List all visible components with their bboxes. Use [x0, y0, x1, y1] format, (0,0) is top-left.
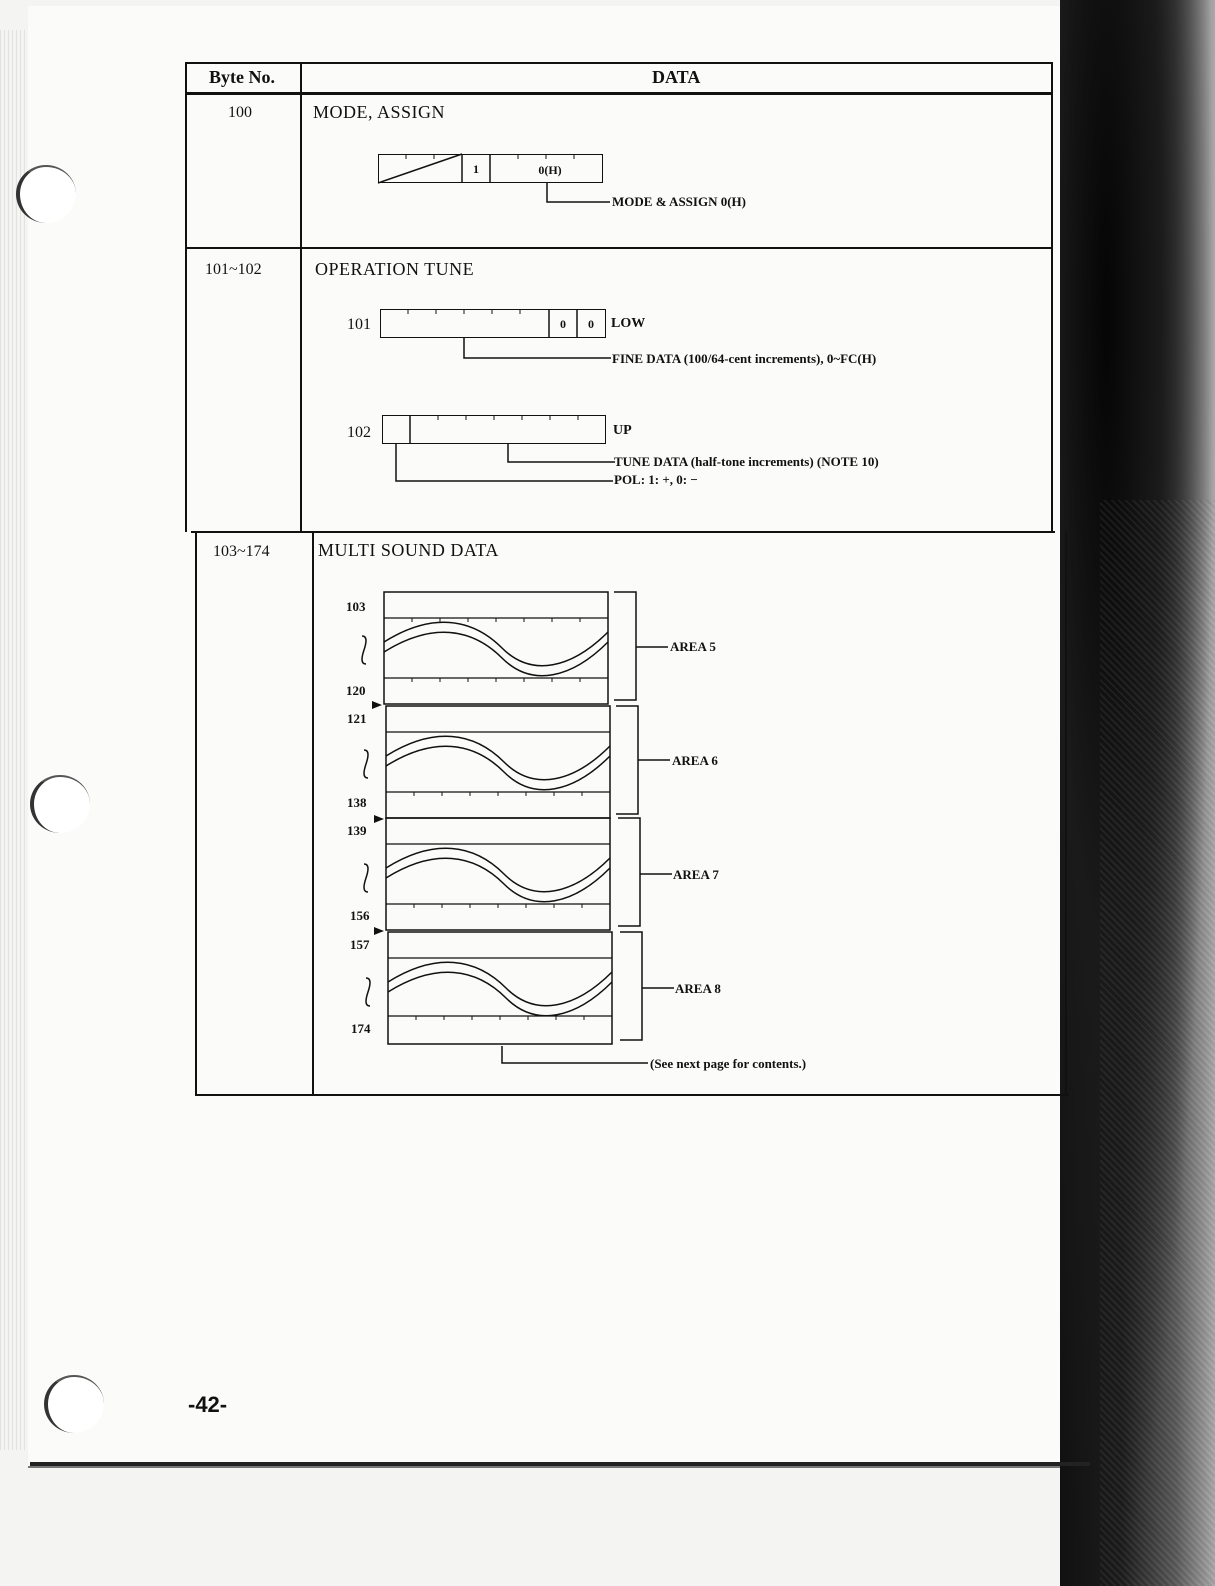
area-8-label: AREA 8	[675, 981, 721, 996]
punch-hole	[30, 775, 90, 833]
area-5-block	[384, 592, 608, 704]
address-157: 157	[350, 937, 370, 952]
fine-data-leader	[463, 338, 613, 368]
byte-no-101-102: 101~102	[205, 261, 262, 278]
page-bottom-edge	[30, 1462, 1090, 1466]
header-byte-no: Byte No.	[209, 67, 275, 87]
page-number: -42-	[188, 1392, 228, 1417]
mode-assign-leader	[546, 183, 616, 213]
area-6-block	[386, 706, 610, 818]
reg-101-label: 101	[347, 316, 371, 333]
header-data: DATA	[652, 67, 701, 87]
multi-sound-diagram	[372, 588, 652, 1058]
low-label: LOW	[611, 316, 646, 331]
area-6-label: AREA 6	[672, 753, 718, 768]
bit-cell-0: 0	[588, 317, 594, 331]
area-7-block	[386, 818, 610, 930]
scan-speckle	[1100, 500, 1215, 1586]
address-121: 121	[347, 711, 367, 726]
punch-hole	[16, 165, 76, 223]
byte-no-103-174: 103~174	[213, 543, 270, 560]
fine-data-label: FINE DATA (100/64-cent increments), 0~FC(H)	[612, 351, 877, 366]
tune-data-label: TUNE DATA (half-tone increments) (NOTE 10)	[614, 454, 879, 469]
section-title-mode-assign: MODE, ASSIGN	[313, 102, 446, 122]
address-174: 174	[351, 1021, 371, 1036]
punch-hole	[44, 1375, 104, 1433]
reg-102-label: 102	[347, 424, 371, 441]
see-next-page-note: (See next page for contents.)	[650, 1056, 807, 1071]
address-103: 103	[346, 599, 366, 614]
area-8-block	[388, 932, 612, 1044]
pol-leader	[395, 444, 615, 484]
byte-no-100: 100	[228, 104, 252, 121]
area-7-label: AREA 7	[673, 867, 719, 882]
pol-label: POL: 1: +, 0: −	[614, 472, 698, 487]
up-label: UP	[613, 423, 632, 438]
bit-cell-1: 1	[473, 162, 479, 176]
binder-edge	[0, 30, 28, 1450]
address-138: 138	[347, 795, 367, 810]
address-156: 156	[350, 908, 370, 923]
mode-assign-label: MODE & ASSIGN 0(H)	[612, 194, 746, 209]
section-title-multi-sound-data: MULTI SOUND DATA	[318, 540, 499, 560]
address-139: 139	[347, 823, 367, 838]
register-102-ticks	[382, 415, 606, 444]
area-5-label: AREA 5	[670, 639, 716, 654]
bit-cell-0h: 0(H)	[538, 163, 562, 177]
section-title-operation-tune: OPERATION TUNE	[315, 259, 475, 279]
bit-cell-0: 0	[560, 317, 566, 331]
address-120: 120	[346, 683, 366, 698]
